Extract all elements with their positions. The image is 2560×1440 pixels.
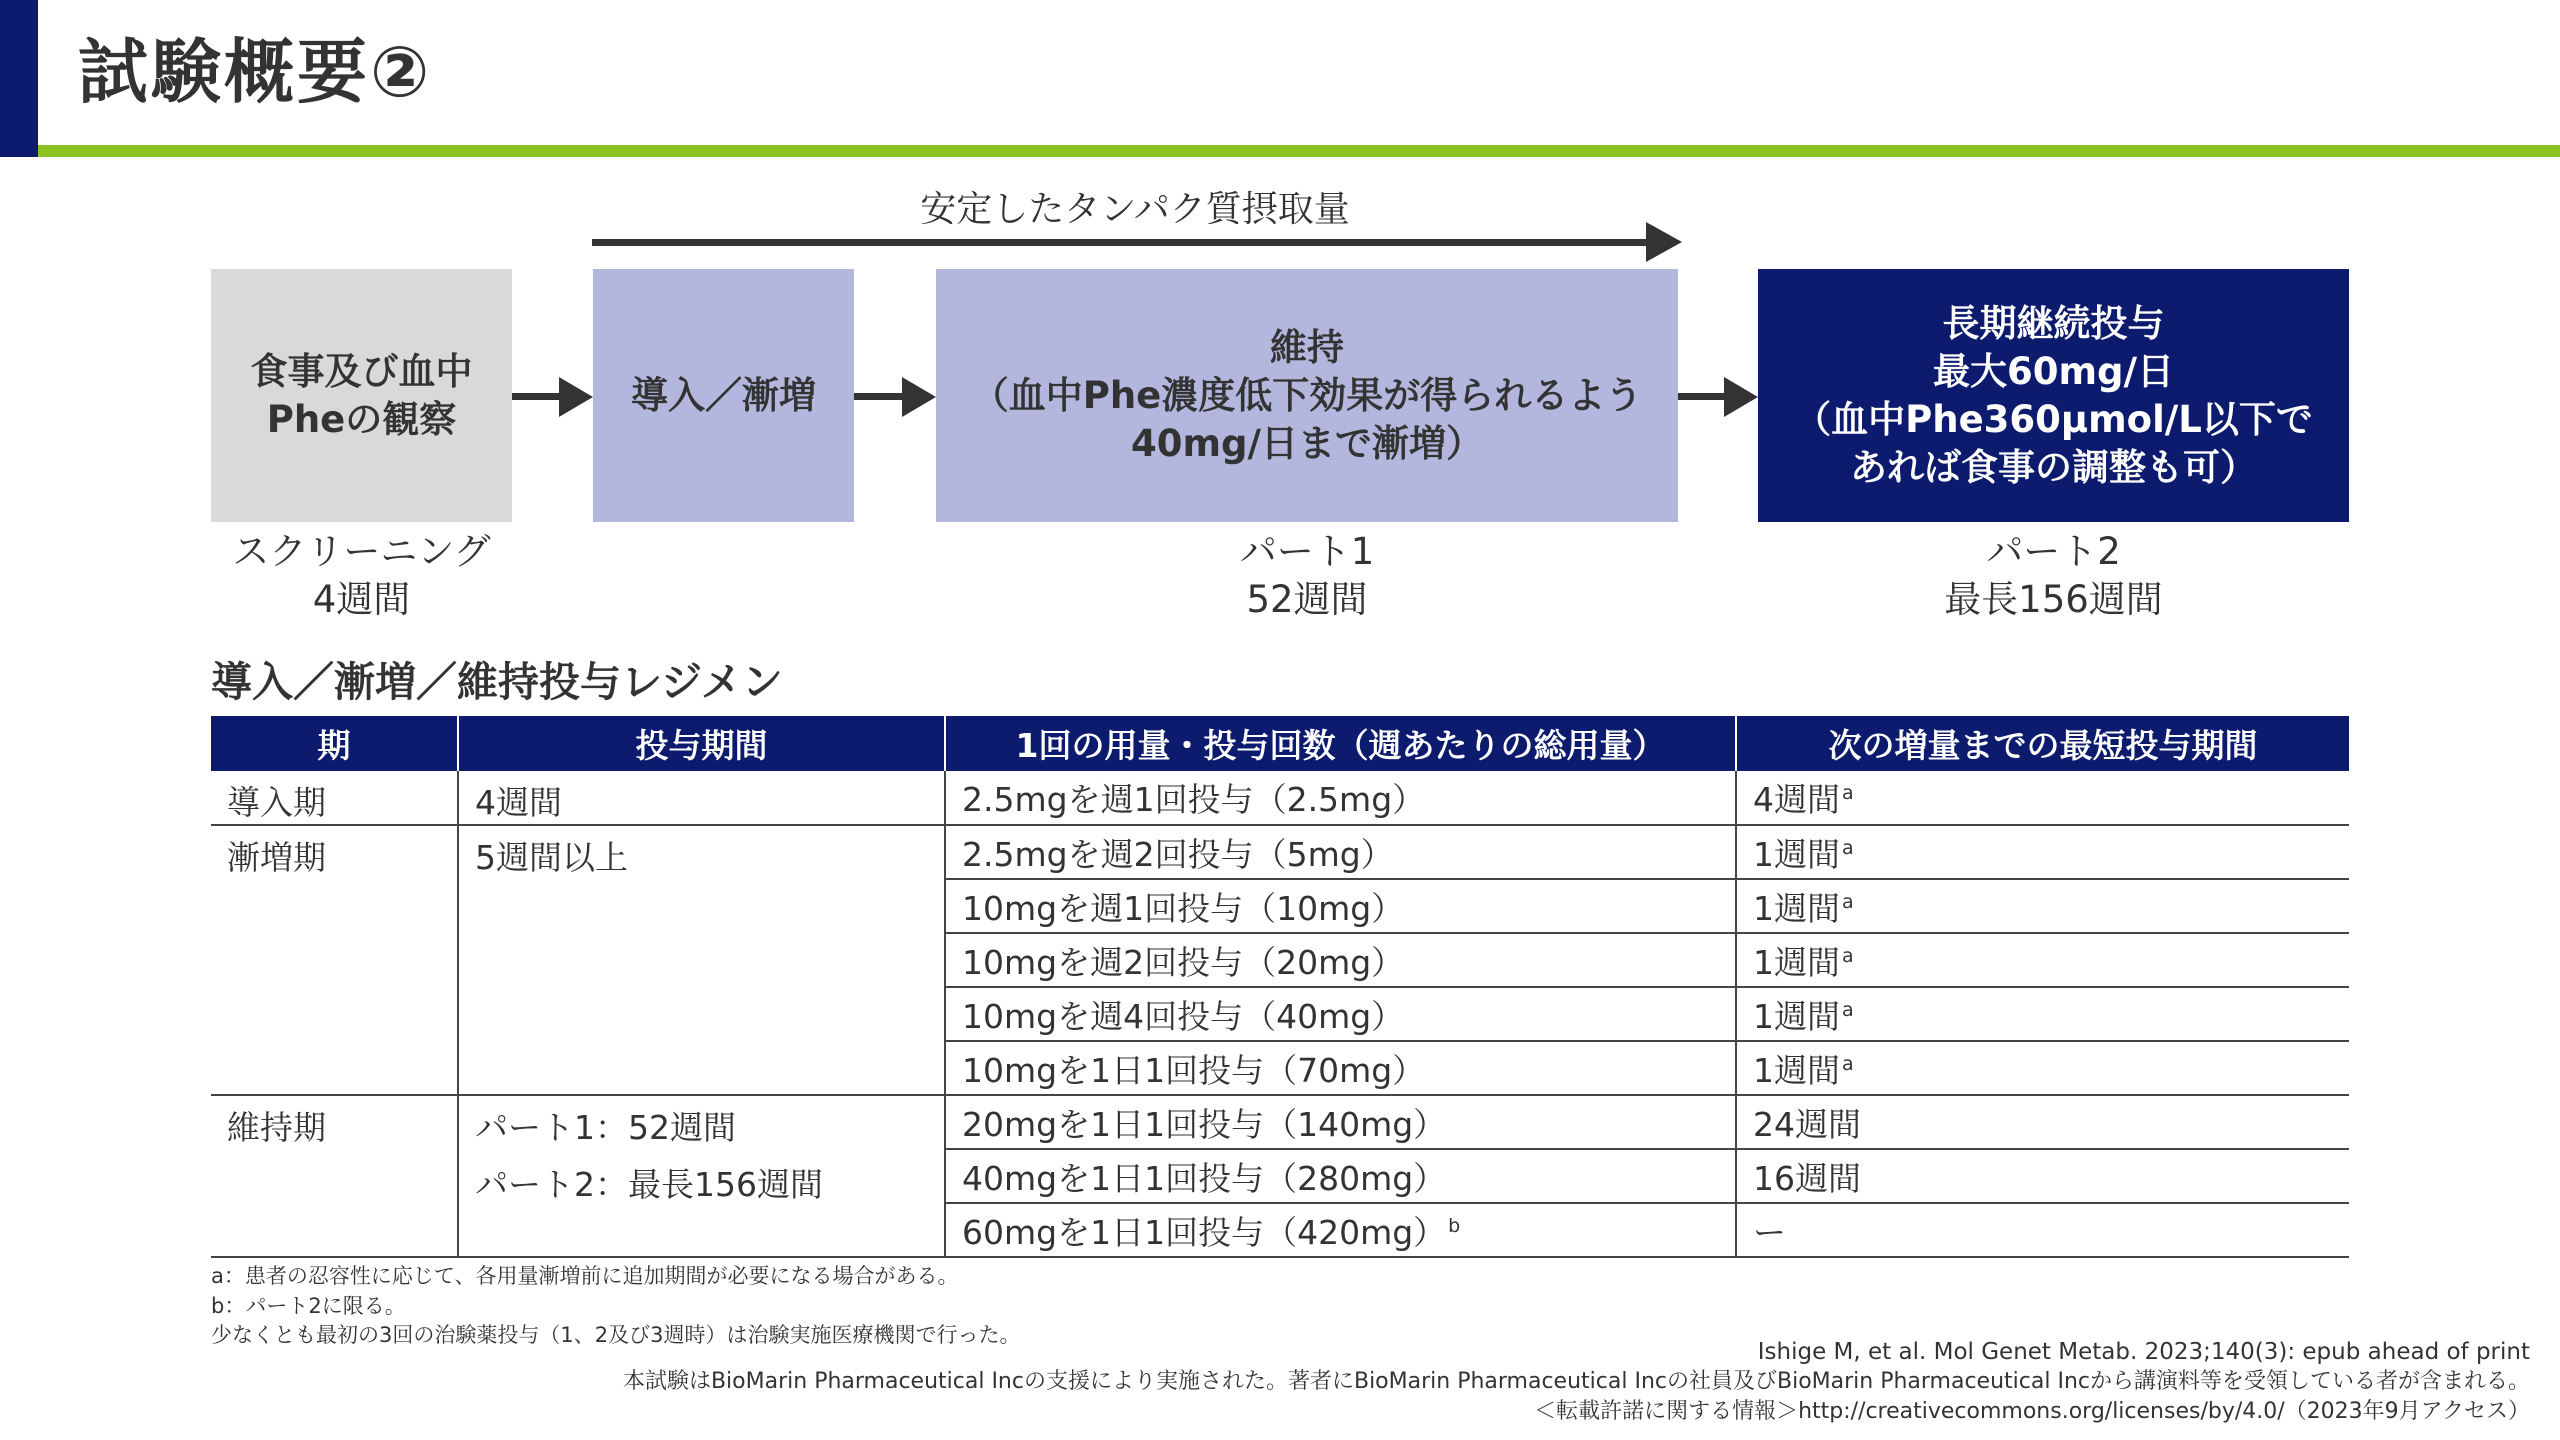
intro-titration-box: 導入／漸増 — [593, 269, 854, 522]
sponsor-disclosure: 本試験はBioMarin Pharmaceutical Incの支援により実施された。著者にBioMarin Pharmaceutical Incの社員及びBioMarin Pharmaceutical Incから講演料等を受領している者が含まれる。 — [622, 1369, 2530, 1394]
min-duration-cell: 1週間 $^a$ — [1736, 987, 2349, 1041]
duration-cell — [458, 1095, 945, 1257]
dose-cell: 60mgを1日1回投与（420mg） $^b$ — [945, 1203, 1736, 1257]
min-duration-cell: 1週間 $^a$ — [1736, 879, 2349, 933]
duration-line-part2: パート2：最長156週間 — [475, 1165, 823, 1204]
duration-cell: 5週間以上 — [458, 825, 945, 1095]
phase-label-part1: パート1 52週間 — [1239, 530, 1375, 621]
regimen-title: 導入／漸増／維持投与レジメン — [211, 658, 783, 706]
footnote-mark-a: a — [1842, 836, 1854, 859]
footnote-a: a：患者の忍容性に応じて、各用量漸増前に追加期間が必要になる場合がある。 — [211, 1264, 959, 1288]
table-row — [211, 771, 2349, 825]
stable-protein-arrow-line — [592, 239, 1652, 246]
header-period: 期 — [211, 716, 458, 771]
table-row — [211, 1095, 2349, 1149]
dose-cell: 40mgを1日1回投与（280mg） — [945, 1149, 1736, 1203]
stable-protein-arrow-head — [1646, 222, 1682, 262]
title-underline — [38, 145, 2560, 157]
min-duration-cell: 1週間 $^a$ — [1736, 825, 2349, 879]
footnote-mark-a: a — [1842, 890, 1854, 913]
footnote-mark-a: a — [1842, 944, 1854, 967]
min-duration-cell: ー — [1736, 1203, 2349, 1257]
phase-label-screening: スクリーニング 4週間 — [232, 530, 491, 621]
min-duration-cell: 1週間 $^a$ — [1736, 1041, 2349, 1095]
header-min-duration: 次の増量までの最短投与期間 — [1736, 716, 2349, 771]
footnote-mark-a: a — [1842, 998, 1854, 1021]
footnote-mark-a: a — [1842, 782, 1854, 804]
min-duration-cell: 16週間 — [1736, 1149, 2349, 1203]
period-cell: 導入期 — [211, 771, 458, 825]
footnote-sites: 少なくとも最初の3回の治験薬投与（1、2及び3週時）は治験実施医療機関で行った。 — [211, 1323, 1021, 1347]
table-row — [211, 825, 2349, 879]
observation-box: 食事及び血中 Pheの観察 — [211, 269, 512, 522]
long-term-box: 長期継続投与 最大60mg/日 （血中Phe360μmol/L以下で あれば食事の調整も可） — [1758, 269, 2349, 522]
dose-cell: 2.5mgを週1回投与（2.5mg） — [945, 771, 1736, 825]
citation: Ishige M, et al. Mol Genet Metab. 2023;140(3): epub ahead of print — [1757, 1339, 2530, 1365]
min-duration-cell: 1週間 $^a$ — [1736, 933, 2349, 987]
phase-label-part2: パート2 最長156週間 — [1944, 530, 2163, 621]
duration-line-part1: パート1：52週間 — [475, 1108, 736, 1147]
page-title: 試験概要② — [78, 31, 433, 113]
footnote-b: b：パート2に限る。 — [211, 1294, 406, 1318]
regimen-table — [211, 716, 2349, 1258]
period-cell: 維持期 — [211, 1095, 458, 1257]
stable-protein-label: 安定したタンパク質摂取量 — [920, 189, 1350, 230]
header-duration: 投与期間 — [458, 716, 945, 771]
dose-cell: 2.5mgを週2回投与（5mg） — [945, 825, 1736, 879]
min-duration-cell: 24週間 — [1736, 1095, 2349, 1149]
period-cell: 漸増期 — [211, 825, 458, 1095]
dose-cell: 10mgを週1回投与（10mg） — [945, 879, 1736, 933]
dose-cell: 20mgを1日1回投与（140mg） — [945, 1095, 1736, 1149]
footnote-mark-a: a — [1842, 1052, 1854, 1075]
title-accent-bar — [0, 0, 38, 157]
min-duration-cell: 4週間 $^a$ — [1736, 771, 2349, 825]
dose-cell: 10mgを週4回投与（40mg） — [945, 987, 1736, 1041]
dose-cell: 10mgを1日1回投与（70mg） — [945, 1041, 1736, 1095]
maintenance-box: 維持 （血中Phe濃度低下効果が得られるよう 40mg/日まで漸増） — [936, 269, 1678, 522]
duration-cell: 4週間 — [458, 771, 945, 825]
header-dose: 1回の用量・投与回数（週あたりの総用量） — [945, 716, 1736, 771]
dose-cell: 10mgを週2回投与（20mg） — [945, 933, 1736, 987]
license-info: ＜転載許諾に関する情報＞http://creativecommons.org/licenses/by/4.0/（2023年9月アクセス） — [1534, 1399, 2530, 1424]
table-header-row — [211, 716, 2349, 771]
footnote-mark-b: b — [1448, 1214, 1461, 1237]
